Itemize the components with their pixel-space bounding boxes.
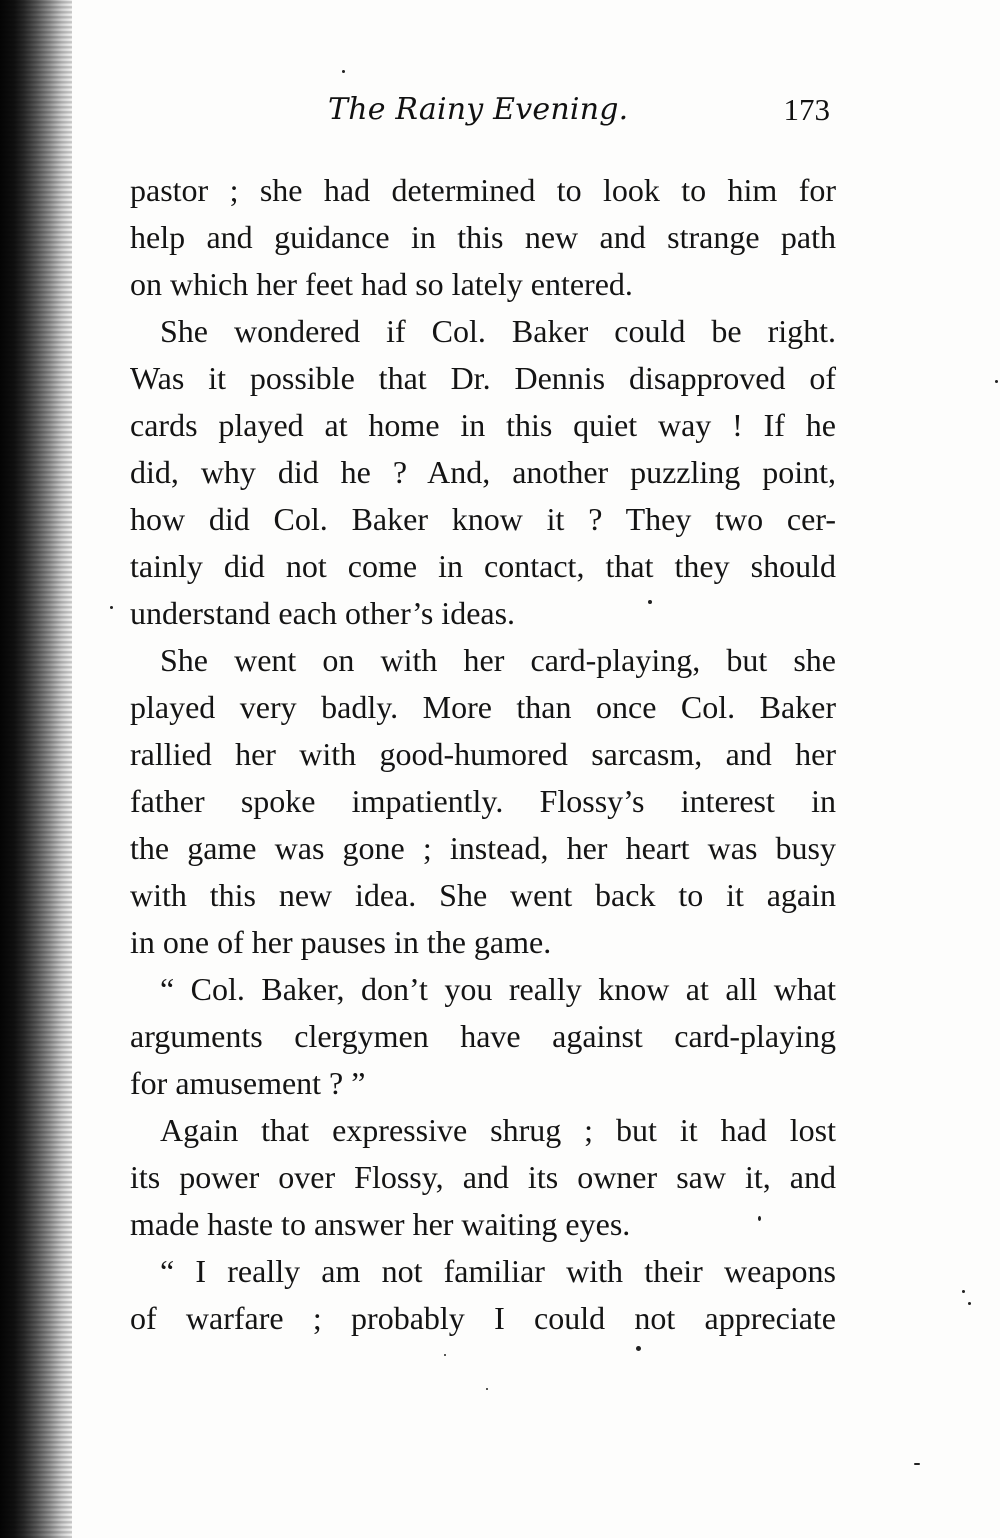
text-line: its power over Flossy, and its owner saw it, and: [130, 1159, 836, 1195]
text-line: the game was gone ; instead, her heart was busy: [130, 830, 836, 866]
scan-speck: [995, 380, 998, 383]
text-line: understand each other’s ideas.: [130, 595, 516, 631]
scan-speck: [342, 70, 345, 73]
scan-speck: [110, 606, 113, 609]
text-line: arguments clergymen have against card-playing: [130, 1018, 836, 1054]
running-title: The Rainy Evening.: [328, 92, 629, 127]
text-line: played very badly. More than once Col. Baker: [130, 689, 836, 725]
text-line: pastor ; she had determined to look to him for: [130, 172, 836, 208]
text-line: Again that expressive shrug ; but it had lost: [160, 1112, 836, 1148]
text-line: She went on with her card-playing, but she: [160, 642, 836, 678]
scan-speck: [648, 600, 652, 604]
scan-speck: [914, 1463, 920, 1465]
text-line: cards played at home in this quiet way ! If he: [130, 407, 836, 443]
text-line: made haste to answer her waiting eyes.: [130, 1206, 631, 1242]
text-line: for amusement ? ”: [130, 1065, 366, 1101]
scan-speck: [636, 1346, 641, 1351]
text-line: how did Col. Baker know it ? They two cer-: [130, 501, 836, 537]
scanned-binding-edge: [0, 0, 72, 1538]
page-number: 173: [783, 92, 830, 127]
text-line: tainly did not come in contact, that they should: [130, 548, 836, 584]
scan-speck: [962, 1290, 965, 1293]
scan-speck: [758, 1216, 761, 1221]
scan-speck: [968, 1302, 971, 1305]
text-line: help and guidance in this new and strange path: [130, 219, 836, 255]
text-line: on which her feet had so lately entered.: [130, 266, 633, 302]
text-line: “ Col. Baker, don’t you really know at all what: [160, 971, 836, 1007]
text-line: rallied her with good-humored sarcasm, and her: [130, 736, 836, 772]
text-line: of warfare ; probably I could not appreciate: [130, 1300, 836, 1336]
text-line: with this new idea. She went back to it again: [130, 877, 836, 913]
text-line: did, why did he ? And, another puzzling point,: [130, 454, 836, 490]
text-line: in one of her pauses in the game.: [130, 924, 552, 960]
text-line: “ I really am not familiar with their weapons: [160, 1253, 836, 1289]
text-line: Was it possible that Dr. Dennis disapproved of: [130, 360, 836, 396]
running-head: [130, 92, 830, 136]
scan-speck: [444, 1354, 446, 1356]
body-text: [130, 167, 836, 1342]
scan-speck: [486, 1388, 488, 1390]
text-line: father spoke impatiently. Flossy’s interest in: [130, 783, 836, 819]
text-line: She wondered if Col. Baker could be right.: [160, 313, 836, 349]
